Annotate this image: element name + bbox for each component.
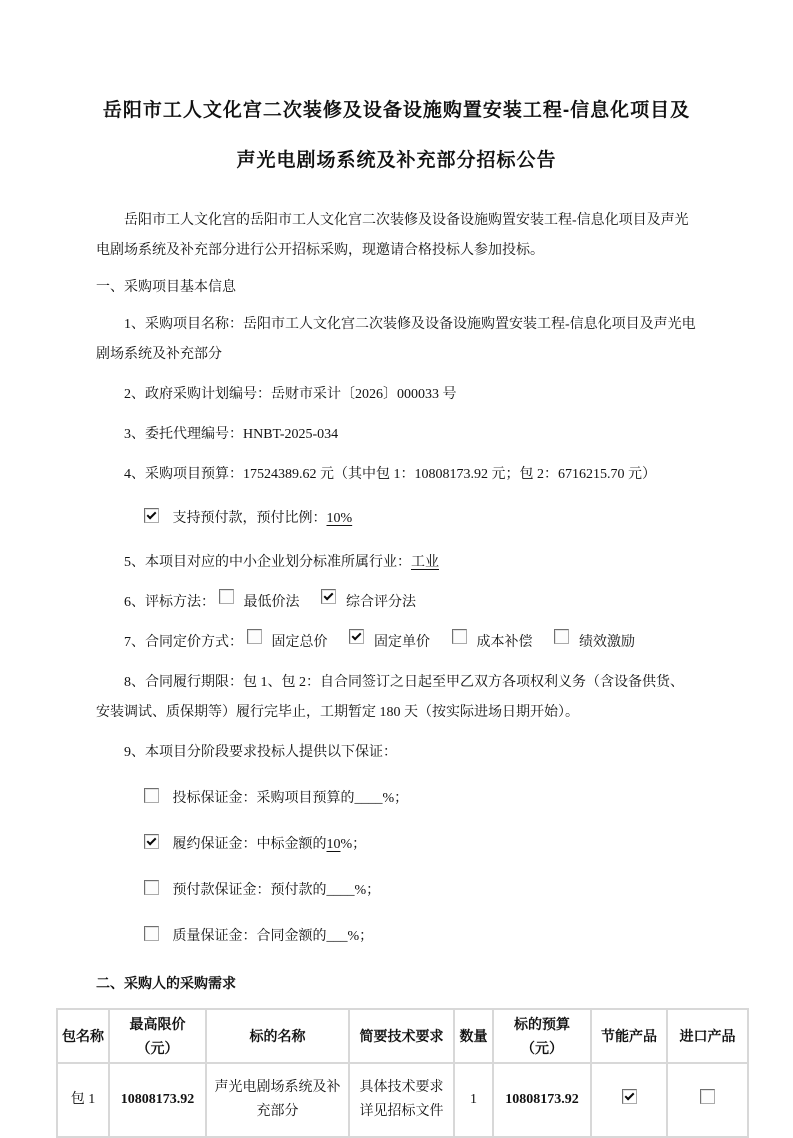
performance-guarantee-checkbox[interactable]	[144, 834, 159, 849]
energy-saving-checkbox[interactable]	[622, 1089, 637, 1104]
option-lowest-price	[219, 595, 300, 610]
comprehensive-scoring-checkbox[interactable]	[321, 589, 336, 604]
cell-subject-name: 声光电剧场系统及补充部分	[206, 1063, 349, 1137]
cell-budget: 10808173.92	[493, 1063, 591, 1137]
performance-incentive-label: 绩效激励	[579, 635, 635, 650]
cell-quantity: 1	[454, 1063, 493, 1137]
document-title: 岳阳市工人文化宫二次装修及设备设施购置安装工程-信息化项目及声光电剧场系统及补充部分招标公告	[102, 100, 691, 171]
header-energy-saving: 节能产品	[591, 1009, 667, 1063]
lowest-price-checkbox[interactable]	[219, 589, 234, 604]
option-performance-incentive	[554, 635, 635, 650]
cell-package-name: 包 1	[57, 1063, 109, 1137]
evaluation-label: 6、评标方法：	[124, 595, 215, 610]
header-package-name: 包名称	[57, 1009, 109, 1063]
header-subject-name: 标的名称	[206, 1009, 349, 1063]
option-fixed-total-price	[247, 635, 328, 650]
guarantee-bid-row	[96, 784, 697, 814]
prepayment-guarantee-suffix: %；	[354, 883, 381, 898]
cell-import-product	[667, 1063, 748, 1137]
performance-guarantee-suffix: %；	[340, 837, 367, 852]
prepay-checkbox[interactable]	[144, 508, 159, 523]
performance-incentive-checkbox[interactable]	[554, 629, 569, 644]
item-guarantee-intro: 9、本项目分阶段要求投标人提供以下保证：	[124, 745, 397, 760]
prepay-value: 10%	[326, 511, 353, 526]
prepay-option-row	[96, 504, 697, 534]
table-header-row	[57, 1009, 748, 1063]
performance-guarantee-prefix: 履约保证金：中标金额的	[172, 837, 327, 852]
fixed-unit-price-label: 固定单价	[374, 635, 430, 650]
prepay-label: 支持预付款，预付比例：	[172, 511, 327, 526]
cell-energy-saving	[591, 1063, 667, 1137]
fixed-unit-price-checkbox[interactable]	[349, 629, 364, 644]
quality-guarantee-checkbox[interactable]	[144, 926, 159, 941]
guarantee-quality-row	[96, 922, 697, 952]
header-quantity: 数量	[454, 1009, 493, 1063]
prepayment-guarantee-checkbox[interactable]	[144, 880, 159, 895]
item-agency-number: 3、委托代理编号：HNBT-2025-034	[124, 427, 339, 442]
header-import-product: 进口产品	[667, 1009, 748, 1063]
item-contract-period: 8、合同履行期限：包 1、包 2：自合同签订之日起至甲乙双方各项权利义务（含设备供货、安装调试、质保期等）履行完毕止，工期暂定 180 天（按实际进场日期开始）。	[96, 675, 684, 720]
section2-heading: 二、采购人的采购需求	[96, 975, 236, 991]
bid-guarantee-prefix: 投标保证金：采购项目预算的	[172, 791, 355, 806]
industry-label: 5、本项目对应的中小企业划分标准所属行业：	[124, 555, 411, 570]
section1-heading: 一、采购项目基本信息	[96, 280, 236, 295]
cell-max-price: 10808173.92	[109, 1063, 206, 1137]
bid-guarantee-blank: ____	[354, 791, 383, 806]
bid-guarantee-checkbox[interactable]	[144, 788, 159, 803]
header-budget: 标的预算（元）	[493, 1009, 591, 1063]
pricing-label: 7、合同定价方式：	[124, 635, 243, 650]
item-industry	[96, 548, 697, 578]
quality-guarantee-prefix: 质量保证金：合同金额的	[172, 929, 327, 944]
procurement-requirements-table	[56, 1008, 749, 1138]
item-project-name: 1、采购项目名称：岳阳市工人文化宫二次装修及设备设施购置安装工程-信息化项目及声光电剧场系统及补充部分	[96, 317, 696, 362]
option-cost-compensation	[452, 635, 533, 650]
item-budget: 4、采购项目预算：17524389.62 元（其中包 1：10808173.92 元；包 2：6716215.70 元）	[124, 467, 656, 482]
option-comprehensive-scoring	[321, 595, 416, 610]
lowest-price-label: 最低价法	[243, 595, 300, 610]
cost-compensation-checkbox[interactable]	[452, 629, 467, 644]
option-fixed-unit-price	[349, 635, 430, 650]
industry-value: 工业	[411, 555, 439, 570]
quality-guarantee-suffix: %；	[347, 929, 374, 944]
table-row	[57, 1063, 748, 1137]
header-max-price: 最高限价（元）	[109, 1009, 206, 1063]
performance-guarantee-value: 10	[326, 837, 341, 852]
fixed-total-price-label: 固定总价	[271, 635, 328, 650]
guarantee-performance-row	[96, 830, 697, 860]
item-evaluation-method	[96, 588, 697, 618]
header-tech-requirement: 简要技术要求	[349, 1009, 454, 1063]
fixed-total-price-checkbox[interactable]	[247, 629, 262, 644]
import-product-checkbox[interactable]	[700, 1089, 715, 1104]
item-pricing-method	[96, 628, 697, 658]
guarantee-prepayment-row	[96, 876, 697, 906]
prepayment-guarantee-prefix: 预付款保证金：预付款的	[172, 883, 327, 898]
intro-paragraph: 岳阳市工人文化宫的岳阳市工人文化宫二次装修及设备设施购置安装工程-信息化项目及声光电剧场系统及补充部分进行公开招标采购，现邀请合格投标人参加投标。	[96, 213, 689, 258]
comprehensive-scoring-label: 综合评分法	[346, 595, 416, 610]
cell-tech-requirement: 具体技术要求详见招标文件	[349, 1063, 454, 1137]
bid-guarantee-suffix: %；	[382, 791, 409, 806]
prepayment-guarantee-blank: ____	[326, 883, 355, 898]
quality-guarantee-blank: ___	[326, 929, 348, 944]
cost-compensation-label: 成本补偿	[476, 635, 533, 650]
item-plan-number: 2、政府采购计划编号：岳财市采计〔2026〕000033 号	[124, 387, 457, 402]
